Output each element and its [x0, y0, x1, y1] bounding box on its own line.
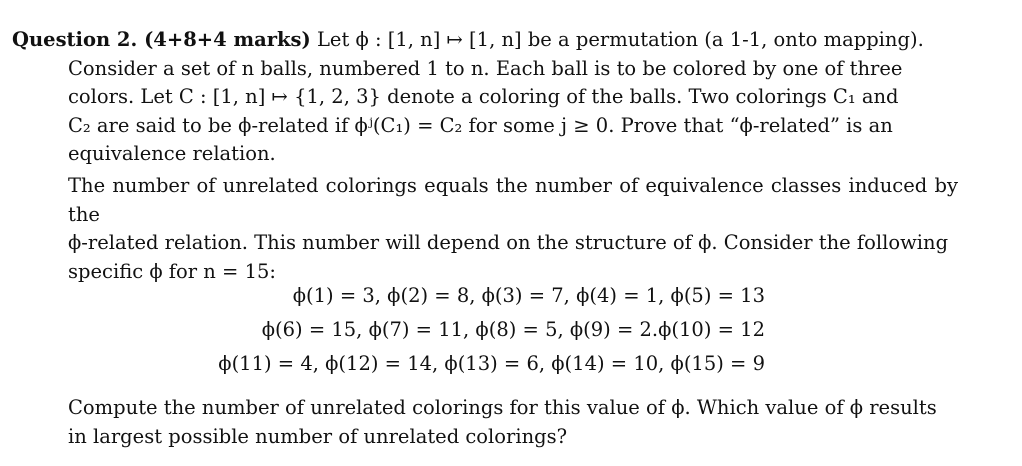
- question-line-2: Consider a set of n balls, numbered 1 to n. Each ball is to be colored by one of three: [68, 56, 903, 80]
- equation-line-1: ϕ(1) = 3, ϕ(2) = 8, ϕ(3) = 7, ϕ(4) = 1, ϕ(5) = 13: [292, 284, 765, 307]
- intro-line-1: The number of unrelated colorings equals the number of equivalence classes induced by the: [68, 174, 958, 226]
- intro-line-3: specific ϕ for n = 15:: [68, 259, 276, 283]
- question-line-5: equivalence relation.: [68, 142, 276, 165]
- permutation-equations: [0, 279, 1022, 381]
- equation-line-3: ϕ(11) = 4, ϕ(12) = 14, ϕ(13) = 6, ϕ(14) = 10, ϕ(15) = 9: [218, 352, 765, 375]
- compute-line-2: in largest possible number of unrelated colorings?: [68, 424, 568, 448]
- permutation-intro-paragraph: [68, 172, 958, 286]
- question-line-1: Let ϕ : [1, n] ↦ [1, n] be a permutation (a 1-1, onto mapping).: [316, 28, 924, 51]
- equation-line-2: ϕ(6) = 15, ϕ(7) = 11, ϕ(8) = 5, ϕ(9) = 2.ϕ(10) = 12: [261, 318, 765, 341]
- question-line-4: C₂ are said to be ϕ-related if ϕʲ(C₁) = C₂ for some j ≥ 0. Prove that “ϕ-related” is an: [68, 113, 893, 137]
- question-heading: Question 2. (4+8+4 marks): [12, 28, 311, 51]
- question-line-3: colors. Let C : [1, n] ↦ {1, 2, 3} denote a coloring of the balls. Two colorings C₁ and: [68, 85, 899, 108]
- compute-question-paragraph: [68, 394, 958, 451]
- intro-line-2: ϕ-related relation. This number will depend on the structure of ϕ. Consider the following: [68, 231, 949, 254]
- question-statement: [12, 26, 962, 169]
- compute-line-1: Compute the number of unrelated colorings for this value of ϕ. Which value of ϕ results: [68, 396, 937, 419]
- question-first-line: [12, 26, 962, 55]
